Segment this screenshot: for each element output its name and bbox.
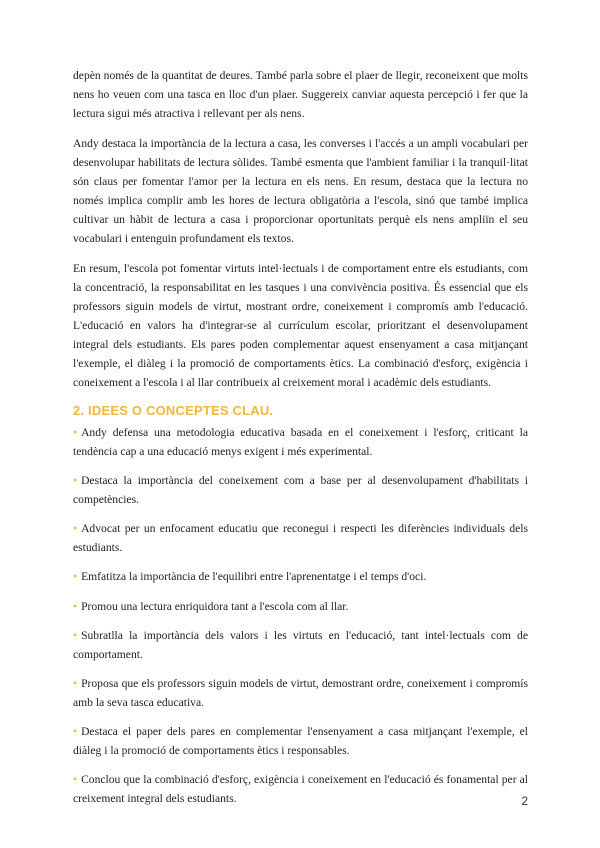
bullet-icon: • (73, 677, 78, 690)
bullet-icon: • (73, 570, 78, 583)
paragraph-reading: Andy destaca la importància de la lectura a casa, les converses i l'accés a un ampli vocabulari per desenvolupar habilitats de lectura sòlides. També esmenta que l'ambient familiar i la tranquil·litat són claus per fomentar l'amor per la lectura en els nens. En resum, destaca que la lectura no només implica complir amb les hores de lectura obligatòria a l'escola, sinó que també implica cultivar un hàbit de lectura a casa i proporcionar oportunitats perquè els nens ampliïn el seu vocabulari i entenguin profundament els textos. (73, 137, 528, 245)
list-item: • Destaca la importància del coneixement com a base per al desenvolupament d'habilitats i competències. (73, 474, 528, 506)
bullet-icon: • (73, 599, 78, 613)
list-item: • Emfatitza la importància de l'equilibri entre l'aprenentatge i el temps d'oci. (73, 570, 427, 583)
bullet-icon: • (73, 426, 78, 439)
page-body (73, 66, 528, 819)
bullet-icon: • (73, 725, 78, 738)
paragraph-intro: depèn només de la quantitat de deures. També parla sobre el plaer de llegir, reconeixent que molts nens ho veuen com una tasca en lloc d'un plaer. Suggereix canviar aquesta percepció i fer que la lectura sigui més atractiva i rellevant per als nens. (73, 69, 528, 120)
paragraph-summary: En resum, l'escola pot fomentar virtuts intel·lectuals i de comportament entre els estudiants, com la concentració, la responsabilitat en les tasques i una convivència positiva. És essencial que els professors siguin models de virtut, mostrant ordre, coneixement i compromís amb l'educació. L'educació en valors ha d'integrar-se al currículum escolar, prioritzant el desenvolupament integral dels estudiants. Els pares poden complementar aquest ensenyament a casa mitjançant l'exemple, el diàleg i la promoció de comportaments ètics. La combinació d'esforç, exigència i coneixement a l'escola i al llar contribueix al creixement moral i acadèmic dels estudiants. (73, 262, 528, 389)
list-item: • Andy defensa una metodologia educativa basada en el coneixement i l'esforç, criticant la tendència cap a una educació menys exigent i més experimental. (73, 426, 528, 458)
bullet-icon: • (73, 474, 78, 487)
key-ideas-list (73, 424, 528, 808)
bullet-icon: • (73, 773, 78, 786)
bullet-icon: • (73, 629, 78, 642)
list-item: • Promou una lectura enriquidora tant a l'escola com al llar. (73, 599, 349, 613)
bullet-icon: • (73, 522, 78, 535)
list-item: • Destaca el paper dels pares en complementar l'ensenyament a casa mitjançant l'exemple, el diàleg i la promoció de comportaments ètics i responsables. (73, 725, 528, 757)
list-item: • Conclou que la combinació d'esforç, exigència i coneixement en l'educació és fonamental per al creixement integral dels estudiants. (73, 773, 528, 805)
section-heading: 2. IDEES O CONCEPTES CLAU. (73, 403, 274, 418)
list-item: • Proposa que els professors siguin models de virtut, demostrant ordre, coneixement i compromís amb la seva tasca educativa. (73, 677, 528, 709)
list-item: • Subratlla la importància dels valors i les virtuts en l'educació, tant intel·lectuals com de comportament. (73, 629, 528, 661)
page-number: 2 (521, 794, 528, 808)
list-item: • Advocat per un enfocament educatiu que reconegui i respecti les diferències individuals dels estudiants. (73, 522, 528, 554)
